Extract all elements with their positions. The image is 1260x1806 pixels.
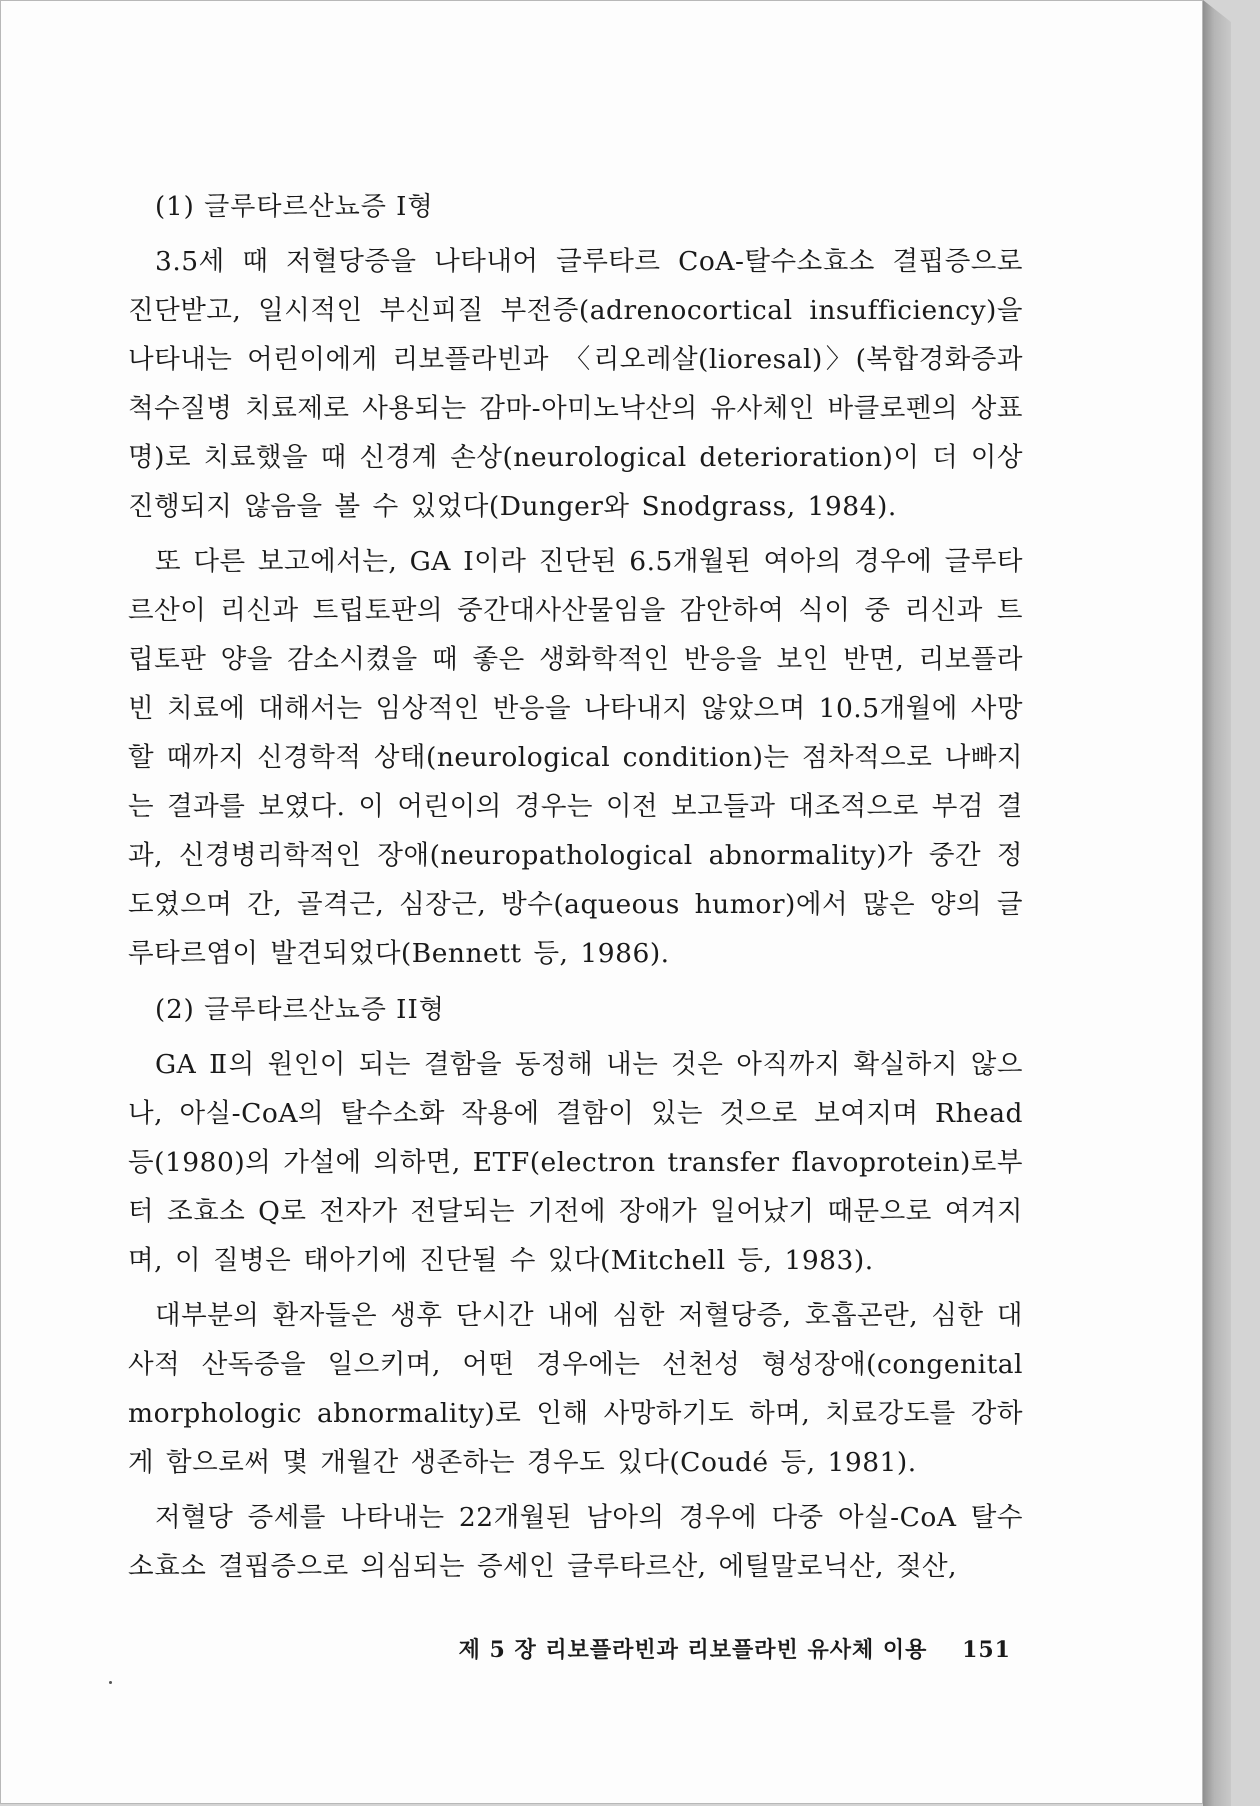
paragraph: 또 다른 보고에서는, GA I이라 진단된 6.5개월된 여아의 경우에 글루타르산이 리신과 트립토판의 중간대사산물임을 감안하여 식이 중 리신과 트립토판 양을 감소시켰을 때 좋은 생화학적인 반응을 보인 반면, 리보플라빈 치료에 대해서는 임상적인 반응을 나타내지 않았으며 10.5개월에 사망할 때까지 신경학적 상태(neurological condition)는 점차적으로 나빠지는 결과를 보였다. 이 어린이의 경우는 이전 보고들과 대조적으로 부검 결과, 신경병리학적인 장애(neuropathological abnormality)가 중간 정도였으며 간, 골격근, 심장근, 방수(aqueous humor)에서 많은 양의 글루타르염이 발견되었다(Bennett 등, 1986).	[128, 546, 1023, 969]
page-stack-edge	[1203, 0, 1231, 1806]
section-heading-1: (1) 글루타르산뇨증 I형	[155, 192, 434, 222]
section-spacer	[128, 984, 1023, 994]
running-title: 제 5 장 리보플라빈과 리보플라빈 유사체 이용	[458, 1637, 928, 1663]
page-body	[128, 191, 1023, 1597]
paragraph: GA Ⅱ의 원인이 되는 결함을 동정해 내는 것은 아직까지 확실하지 않으나, 아실-CoA의 탈수소화 작용에 결함이 있는 것으로 보여지며 Rhead 등(1980)의 가설에 의하면, ETF(electron transfer flavoprotein)로부터 조효소 Q로 전자가 전달되는 기전에 장애가 일어났기 때문으로 여겨지며, 이 질병은 태아기에 진단될 수 있다(Mitchell 등, 1983).	[128, 1049, 1023, 1276]
section-heading-2: (2) 글루타르산뇨증 II형	[155, 995, 445, 1025]
page-number: 151	[962, 1637, 1011, 1663]
viewer-background	[1231, 22, 1260, 1806]
scan-speck	[109, 1681, 112, 1684]
paragraph: 3.5세 때 저혈당증을 나타내어 글루타르 CoA-탈수소효소 결핍증으로 진단받고, 일시적인 부신피질 부전증(adrenocortical insufficiency)을 나타내는 어린이에게 리보플라빈과 〈리오레살(lioresal)〉(복합경화증과 척수질병 치료제로 사용되는 감마-아미노낙산의 유사체인 바클로펜의 상표명)로 치료했을 때 신경계 손상(neurological deterioration)이 더 이상 진행되지 않음을 볼 수 있었다(Dunger와 Snodgrass, 1984).	[128, 246, 1023, 522]
paragraph: 대부분의 환자들은 생후 단시간 내에 심한 저혈당증, 호흡곤란, 심한 대사적 산독증을 일으키며, 어떤 경우에는 선천성 형성장애(congenital morphologic abnormality)로 인해 사망하기도 하며, 치료강도를 강하게 함으로써 몇 개월간 생존하는 경우도 있다(Coudé 등, 1981).	[128, 1300, 1023, 1478]
page-footer	[451, 1635, 1011, 1665]
paragraph: 저혈당 증세를 나타내는 22개월된 남아의 경우에 다중 아실-CoA 탈수소효소 결핍증으로 의심되는 증세인 글루타르산, 에틸말로닉산, 젖산,	[128, 1502, 1023, 1582]
